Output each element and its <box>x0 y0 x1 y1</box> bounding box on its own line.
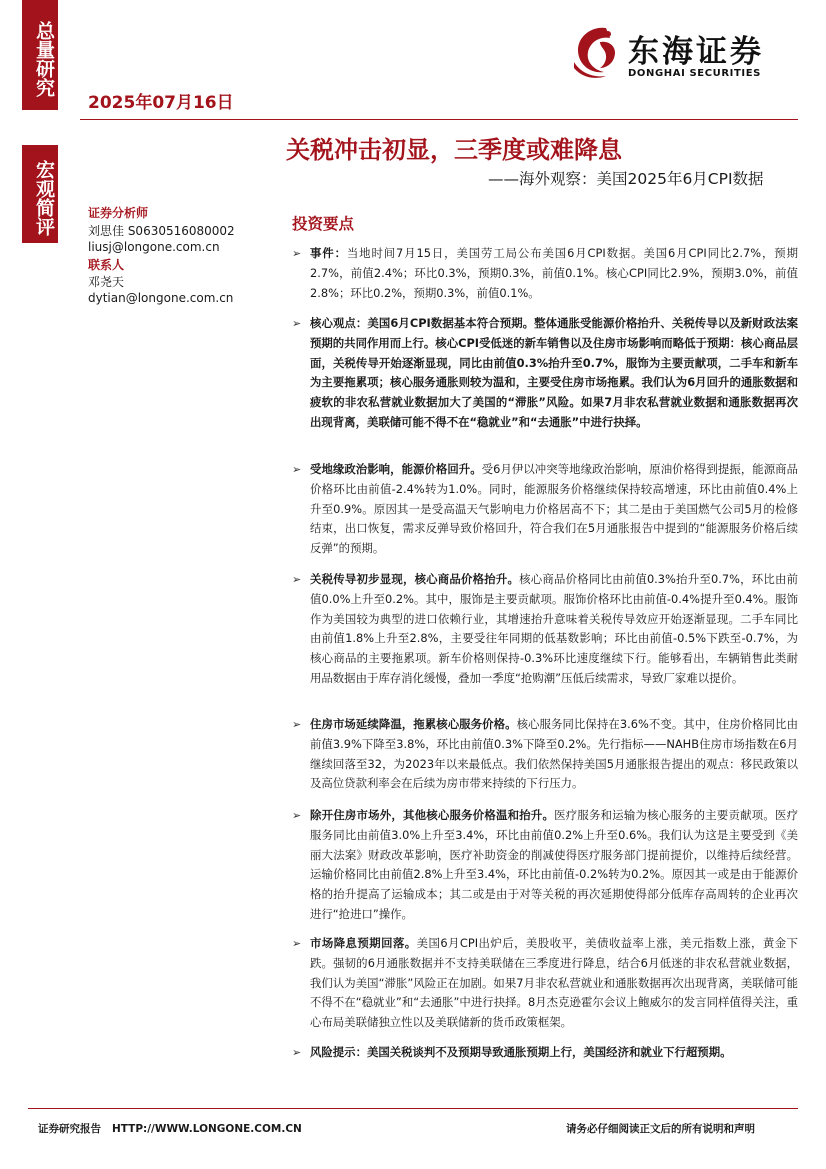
bullet-text: 医疗服务和运输为核心服务的主要贡献项。医疗服务同比由前值3.0%上升至3.4%，环比由前值0.2%上升至0.6%。我们认为这是主要受到《美丽大法案》财政改革影响，医疗补助资金的削减使得医疗服务部门提前提价，以维持后续经营。运输价格同比由前值2.8%上升至3.4%，环比由前值-0.2%转为0.2%。原因其一或是由于能源价格的抬升提高了运输成本；其二或是由于对等关税的再次延期使得部分低库存高周转的企业再次进行“抢进口”操作。 <box>310 808 798 921</box>
arrow-bullet-icon: ➢ <box>292 1046 302 1059</box>
bullet-core-goods <box>292 570 798 689</box>
company-logo-chinese: 东海证券 <box>628 34 764 70</box>
report-category-label: 总量研究 <box>33 21 55 97</box>
arrow-bullet-icon: ➢ <box>292 809 302 822</box>
arrow-bullet-icon: ➢ <box>292 317 302 330</box>
analyst-email: liusj@longone.com.cn <box>88 240 220 254</box>
bullet-rate-cut-expectations <box>292 934 798 1033</box>
analyst-label: 证券分析师 <box>88 206 149 220</box>
header-divider <box>80 119 798 120</box>
arrow-bullet-icon: ➢ <box>292 937 302 950</box>
arrow-bullet-icon: ➢ <box>292 718 302 731</box>
report-subtitle: ——海外观察：美国2025年6月CPI数据 <box>488 170 764 188</box>
report-date: 2025年07月16日 <box>88 93 234 113</box>
bullet-lead: 风险提示： <box>310 1045 367 1059</box>
arrow-bullet-icon: ➢ <box>292 573 302 586</box>
contact-email: dytian@longone.com.cn <box>88 291 234 305</box>
footer-website: 证券研究报告 HTTP://WWW.LONGONE.COM.CN <box>38 1123 302 1135</box>
contact-label: 联系人 <box>88 258 125 272</box>
footer-divider <box>28 1108 798 1109</box>
report-title: 关税冲击初显，三季度或难降息 <box>286 136 622 164</box>
bullet-lead: 事件： <box>310 246 347 260</box>
report-type-label: 宏观简评 <box>33 160 55 236</box>
analyst-name-license: 刘思佳 S0630516080002 <box>88 224 235 238</box>
bullet-lead: 核心观点： <box>310 316 368 330</box>
bullet-lead: 受地缘政治影响，能源价格回升。 <box>310 462 482 476</box>
section-title: 投资要点 <box>292 215 355 233</box>
contact-name: 邓尧天 <box>88 275 125 289</box>
dragon-logo-icon <box>566 22 624 80</box>
bullet-lead: 除开住房市场外，其他核心服务价格温和抬升。 <box>310 808 555 822</box>
bullet-text: 受6月伊以冲突等地缘政治影响，原油价格得到提振，能源商品价格环比由前值-2.4%转为1.0%。同时，能源服务价格继续保持较高增速，环比由前值0.4%上升至0.9%。原因其一是受高温天气影响电力价格居高不下；其二是由于美国燃气公司5月的检修结束，出口恢复，需求反弹导致价格回升，符合我们在5月通胀报告中提到的“能源服务价格后续反弹”的预期。 <box>310 462 798 556</box>
bullet-core-view <box>292 314 798 433</box>
bullet-text: 美国关税谈判不及预期导致通胀预期上行，美国经济和就业下行超预期。 <box>366 1045 732 1059</box>
report-category-tag <box>22 0 58 110</box>
bullet-lead: 住房市场延续降温，拖累核心服务价格。 <box>310 717 517 731</box>
bullet-text: 核心服务同比保持在3.6%不变。其中，住房价格同比由前值3.9%下降至3.8%，环比由前值0.3%下降至0.2%。先行指标——NAHB住房市场指数在6月继续回落至32，为2023年以来最低点。我们依然保持美国5月通胀报告提出的观点：移民政策以及高位贷款利率会在后续为房市带来持续的下行压力。 <box>310 717 798 791</box>
bullet-core-services <box>292 806 798 925</box>
bullet-lead: 市场降息预期回落。 <box>310 936 417 950</box>
bullet-energy <box>292 460 798 559</box>
bullet-text: 当地时间7月15日，美国劳工局公布美国6月CPI数据。美国6月CPI同比2.7%，预期2.7%，前值2.4%；环比0.3%，预期0.3%，前值0.1%。核心CPI同比2.9%，预期3.0%，前值2.8%；环比0.2%，预期0.3%，前值0.1%。 <box>310 246 798 300</box>
bullet-lead: 关税传导初步显现，核心商品价格抬升。 <box>310 572 520 586</box>
report-type-tag <box>22 145 58 243</box>
company-logo-english: DONGHAI SECURITIES <box>628 68 761 79</box>
arrow-bullet-icon: ➢ <box>292 463 302 476</box>
footer-disclaimer: 请务必仔细阅读正文后的所有说明和声明 <box>566 1123 755 1135</box>
bullet-text: 美国6月CPI出炉后，美股收平，美债收益率上涨，美元指数上涨，黄金下跌。强韧的6月通胀数据并不支持美联储在三季度进行降息，结合6月低迷的非农私营就业数据，我们认为美国“滞胀”风险正在加剧。如果7月非农私营就业和通胀数据再次出现背离，美联储可能不得不在“稳就业”和“去通胀”中进行抉择。8月杰克逊霍尔会议上鲍威尔的发言同样值得关注，重心布局美联储独立性以及美联储新的货币政策框架。 <box>310 936 798 1030</box>
bullet-text: 核心商品价格同比由前值0.3%抬升至0.7%，环比由前值0.0%上升至0.2%。其中，服饰是主要贡献项。服饰价格环比由前值-0.4%提升至0.4%。服饰作为美国较为典型的进口依赖行业，其增速抬升意味着关税传导效应开始逐渐显现。二手车同比由前值1.8%上升至2.8%，主要受往年同期的低基数影响；环比由前值-0.5%下跌至-0.7%，为核心商品的主要拖累项。新车价格则保持-0.3%环比速度继续下行。能够看出，车辆销售此类耐用品数据由于库存消化缓慢，叠加一季度“抢购潮”压低后续需求，导致厂家难以提价。 <box>310 572 798 685</box>
bullet-risk-warning <box>292 1043 798 1063</box>
bullet-event <box>292 244 798 303</box>
bullet-text: 美国6月CPI数据基本符合预期。整体通胀受能源价格抬升、关税传导以及新财政法案预期的共同作用而上行。核心CPI受低迷的新车销售以及住房市场影响而略低于预期：核心商品层面，关税传导开始逐渐显现，同比由前值0.3%抬升至0.7%，服饰为主要贡献项，二手车和新车为主要拖累项；核心服务通胀则较为温和，主要受住房市场拖累。我们认为6月回升的通胀数据和疲软的非农私营就业数据加大了美国的“滞胀”风险。如果7月非农私营就业数据和通胀数据再次出现背离，美联储可能不得不在“稳就业”和“去通胀”中进行抉择。 <box>310 316 798 429</box>
arrow-bullet-icon: ➢ <box>292 247 302 260</box>
bullet-housing <box>292 715 798 794</box>
